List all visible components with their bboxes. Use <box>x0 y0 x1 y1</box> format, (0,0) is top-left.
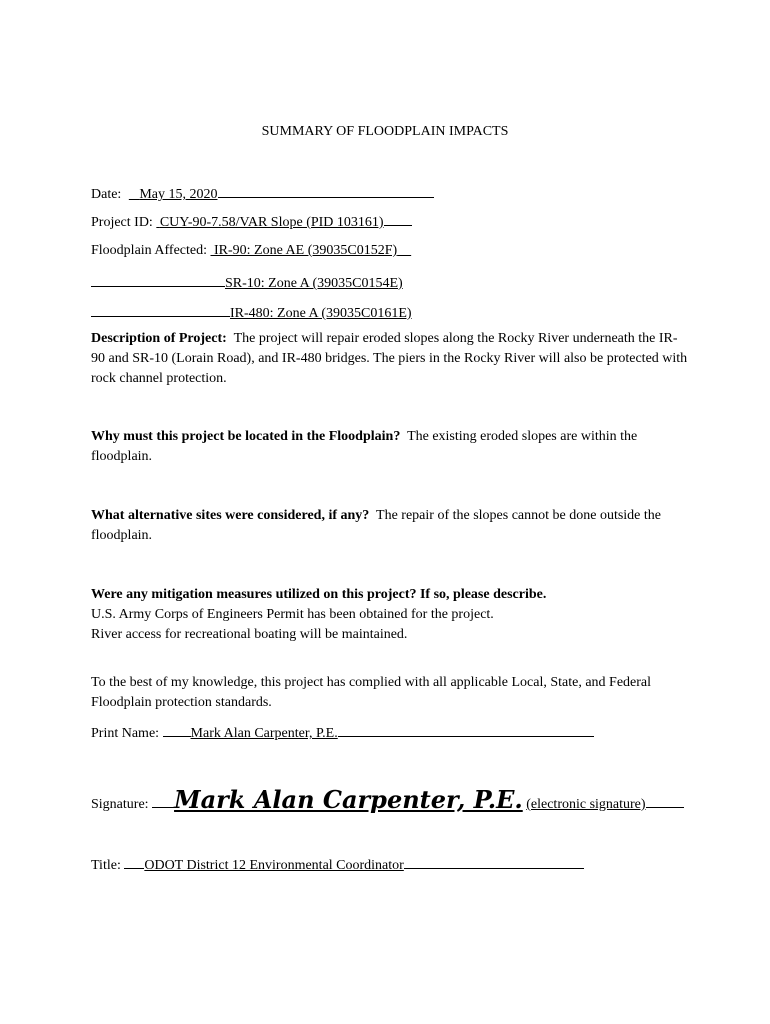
description-text: The project will repair eroded slopes along the Rocky River underneath the IR-90 and SR-10 (Lorain Road), and IR-480 bridges. The piers in the Rocky River will also be protected with rock channel protection. <box>91 331 688 386</box>
page-title: SUMMARY OF FLOODPLAIN IMPACTS <box>261 124 509 139</box>
print-name-blank-a <box>163 722 191 737</box>
floodplain-value-1-wrap <box>211 243 412 258</box>
signature-note: (electronic signature) <box>526 797 646 812</box>
description-label: Description of Project: <box>91 331 227 346</box>
signer-title-row <box>91 854 584 875</box>
signature-row <box>91 785 684 817</box>
project-id-value: CUY-90-7.58/VAR Slope (PID 103161) <box>159 215 384 230</box>
signer-title-value: ODOT District 12 Environmental Coordinator <box>144 858 404 873</box>
description-paragraph <box>91 329 691 389</box>
signature-label: Signature: <box>91 797 149 812</box>
floodplain-row-2 <box>91 272 403 293</box>
project-id-blank <box>384 211 412 226</box>
mitigation-label: Were any mitigation measures utilized on this project? If so, please describe. <box>91 587 547 602</box>
alternatives-text: The repair of the slopes cannot be done outside the floodplain. <box>91 508 661 543</box>
project-id-label: Project ID: <box>91 215 153 230</box>
why-floodplain-label: Why must this project be located in the Floodplain? <box>91 429 401 444</box>
why-floodplain-text: The existing eroded slopes are within the floodplain. <box>91 429 638 464</box>
print-name-label: Print Name: <box>91 726 160 741</box>
compliance-paragraph: To the best of my knowledge, this project has complied with all applicable Local, State, and Federal Floodplain protection standards. <box>91 675 652 710</box>
print-name-blank-b <box>338 722 594 737</box>
mitigation-paragraph <box>91 585 691 645</box>
project-id-value-wrap <box>156 215 383 230</box>
signature-blank-b <box>646 793 684 808</box>
floodplain-value-2: SR-10: Zone A (39035C0154E) <box>225 276 403 291</box>
floodplain-blank-2 <box>91 272 225 287</box>
date-row <box>91 183 434 204</box>
floodplain-value-3: IR-480: Zone A (39035C0161E) <box>230 306 412 321</box>
mitigation-line-2: River access for recreational boating will be maintained. <box>91 627 408 642</box>
floodplain-row-3 <box>91 302 412 323</box>
print-name-row <box>91 722 594 743</box>
signer-title-blank-b <box>404 854 584 869</box>
why-floodplain-paragraph <box>91 427 691 467</box>
alternatives-label: What alternative sites were considered, if any? <box>91 508 370 523</box>
floodplain-value-1: IR-90: Zone AE (39035C0152F) <box>214 243 398 258</box>
date-blank <box>218 183 434 198</box>
date-value-wrap <box>125 187 218 202</box>
floodplain-label: Floodplain Affected: <box>91 243 207 258</box>
signature-blank-a <box>152 793 174 808</box>
alternatives-paragraph <box>91 506 691 546</box>
floodplain-row <box>91 242 411 260</box>
mitigation-line-1: U.S. Army Corps of Engineers Permit has been obtained for the project. <box>91 607 494 622</box>
floodplain-blank-3 <box>91 302 230 317</box>
project-id-row <box>91 211 412 232</box>
date-value: May 15, 2020 <box>139 187 218 202</box>
signature-script: Mark Alan Carpenter, P.E. <box>174 785 523 814</box>
print-name-value: Mark Alan Carpenter, P.E. <box>190 726 338 741</box>
date-label: Date: <box>91 187 122 202</box>
signer-title-label: Title: <box>91 858 121 873</box>
signer-title-blank-a <box>124 854 144 869</box>
